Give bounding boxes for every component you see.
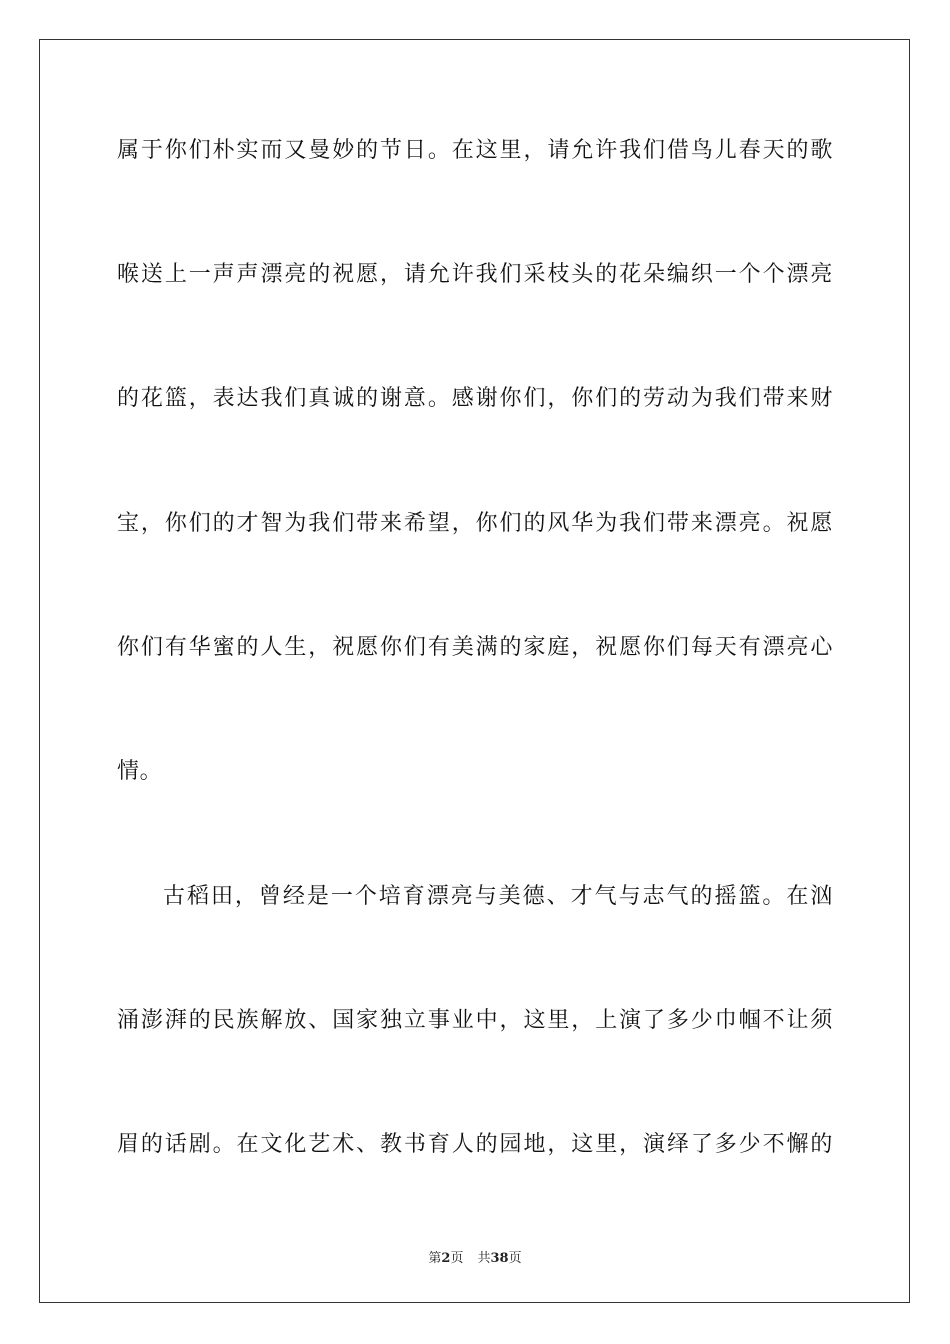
total-prefix: 共 <box>477 1251 491 1266</box>
paragraph-1-line-3: 的花篮，表达我们真诚的谢意。感谢你们，你们的劳动为我们带来财 <box>117 386 833 411</box>
page-footer <box>0 1247 950 1266</box>
paragraph-2-line-3: 眉的话剧。在文化艺术、教书育人的园地，这里，演绎了多少不懈的 <box>117 1132 833 1157</box>
page-border <box>39 39 910 1303</box>
page-prefix: 第 <box>428 1251 442 1266</box>
paragraph-1-line-2: 喉送上一声声漂亮的祝愿，请允许我们采枝头的花朵编织一个个漂亮 <box>117 262 833 287</box>
paragraph-1-line-1: 属于你们朴实而又曼妙的节日。在这里，请允许我们借鸟儿春天的歌 <box>117 138 833 163</box>
paragraph-1-line-4: 宝，你们的才智为我们带来希望，你们的风华为我们带来漂亮。祝愿 <box>117 511 833 536</box>
page-suffix: 页 <box>450 1251 464 1266</box>
page-number: 2 <box>441 1251 451 1266</box>
paragraph-1-line-6: 情。 <box>117 759 163 784</box>
paragraph-2-line-1: 古稻田，曾经是一个培育漂亮与美德、才气与志气的摇篮。在汹 <box>163 884 833 909</box>
total-suffix: 页 <box>508 1251 522 1266</box>
total-pages: 38 <box>490 1251 509 1266</box>
paragraph-2-line-2: 涌澎湃的民族解放、国家独立事业中，这里，上演了多少巾帼不让须 <box>117 1008 833 1033</box>
paragraph-1-line-5: 你们有华蜜的人生，祝愿你们有美满的家庭，祝愿你们每天有漂亮心 <box>117 635 833 660</box>
